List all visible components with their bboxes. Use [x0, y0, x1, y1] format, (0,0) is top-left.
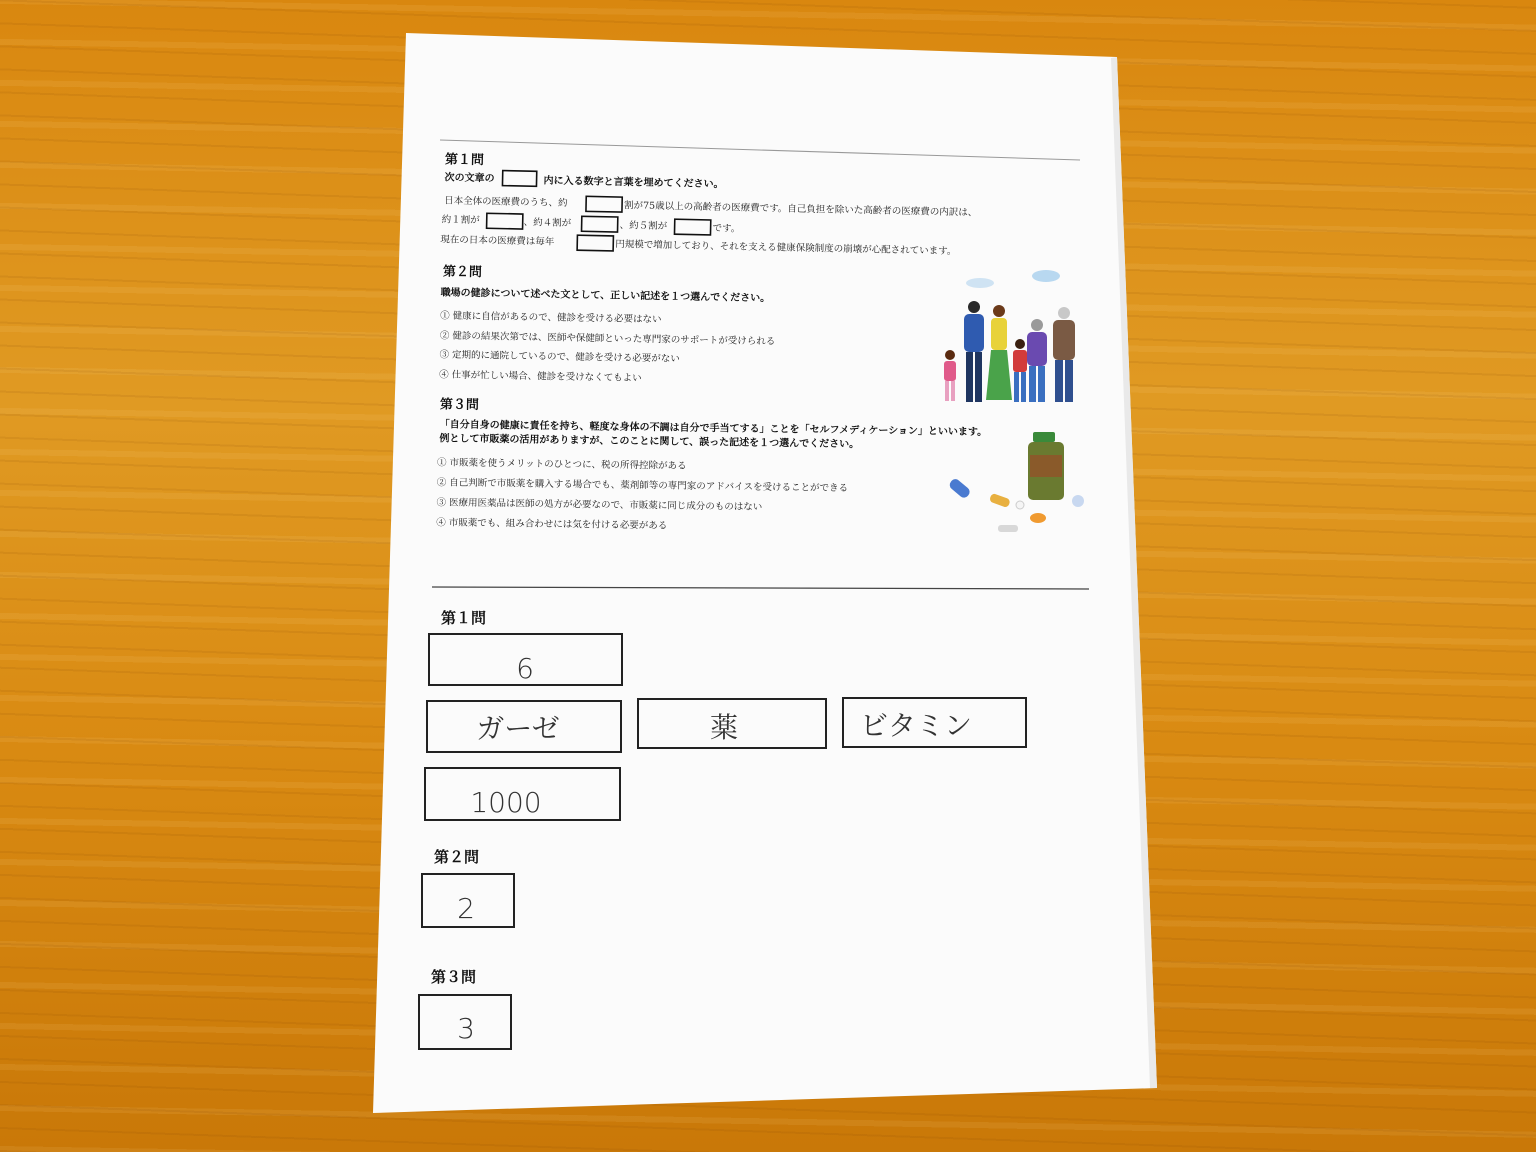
- answer-box-1-value: 6: [516, 652, 534, 685]
- q2-instruction: 職場の健診について述べた文として、正しい記述を１つ選んでください。: [440, 287, 771, 305]
- paper-sheet: [373, 33, 1157, 1113]
- q1-line1-post: 割が75歳以上の高齢者の医療費です。自己負担を除いた高齢者の医療費の内訳は、: [623, 200, 978, 219]
- q1-line1-pre: 日本全体の医療費のうち、約: [444, 195, 568, 209]
- answer-box-5-value: 1000: [470, 786, 542, 819]
- q3-instruction-2: 例として市販薬の活用がありますが、このことに関して、誤った記述を１つ選んでください。: [439, 433, 860, 451]
- q3-option-3: ③ 医療用医薬品は医師の処方が必要なので、市販薬に同じ成分のものはない: [436, 497, 763, 513]
- q1-line2-c: 、約５割が: [619, 220, 668, 233]
- q2-option-1: ① 健康に自信があるので、健診を受ける必要はない: [440, 310, 662, 326]
- q1-line3-post: 円規模で増加しており、それを支える健康保険制度の崩壊が心配されています。: [615, 238, 957, 258]
- answer-box-4-value: ビタミン: [859, 709, 973, 742]
- q1-heading: 第１問: [444, 152, 485, 169]
- q2-option-2: ② 健診の結果次第では、医師や保健師といった専門家のサポートが受けられる: [439, 330, 776, 348]
- q1-line2-a: 約１割が: [441, 214, 480, 227]
- q3-option-2: ② 自己判断で市販薬を購入する場合でも、薬剤師等の専門家のアドバイスを受けることができる: [436, 477, 849, 495]
- q1-line3-pre: 現在の日本の医療費は毎年: [440, 234, 555, 248]
- q1-line2-b: 、約４割が: [523, 217, 572, 230]
- q2-option-4: ④ 仕事が忙しい場合、健診を受けなくてもよい: [439, 369, 642, 384]
- q2-option-3: ③ 定期的に通院しているので、健診を受ける必要がない: [439, 349, 680, 365]
- answer-q2-heading: 第２問: [434, 848, 480, 866]
- q3-heading: 第３問: [439, 397, 480, 413]
- answer-box-q2-value: 2: [457, 892, 475, 925]
- q3-instruction-1: 「自分自身の健康に責任を持ち、軽度な身体の不調は自分で手当てする」ことを「セルフメディケーション」といいます。: [439, 419, 988, 439]
- answer-box-2-value: ガーゼ: [476, 712, 560, 745]
- q1-instruction-post: 内に入る数字と言葉を埋めてください。: [543, 175, 724, 191]
- answer-box-q3-value: 3: [457, 1012, 475, 1045]
- q2-heading: 第２問: [442, 264, 483, 281]
- q3-option-4: ④ 市販薬でも、組み合わせには気を付ける必要がある: [436, 517, 668, 532]
- q1-line2-d: です。: [712, 223, 741, 235]
- q1-instruction-pre: 次の文章の: [444, 172, 495, 185]
- answer-box-3-value: 薬: [709, 711, 739, 744]
- answer-q3-heading: 第３問: [431, 968, 477, 986]
- answer-q1-heading: 第１問: [441, 609, 487, 627]
- q3-option-1: ① 市販薬を使うメリットのひとつに、税の所得控除がある: [436, 457, 687, 472]
